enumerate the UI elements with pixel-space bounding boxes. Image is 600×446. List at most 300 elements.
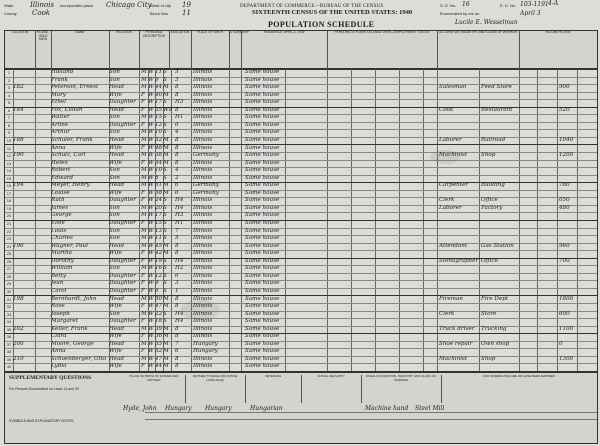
cell-rel: Daughter xyxy=(109,220,136,226)
cell-sex: F xyxy=(141,197,145,204)
cell-race: W xyxy=(148,363,154,370)
cell-sex: M xyxy=(141,295,147,302)
cell-sex: M xyxy=(141,325,147,332)
cell-sex: M xyxy=(141,212,147,219)
cell-race: W xyxy=(148,91,154,98)
cell-name: Keller, Frank xyxy=(51,325,88,332)
cell-rel: Son xyxy=(109,76,120,83)
cell-line: 32 xyxy=(6,304,12,310)
cell-age: 44 xyxy=(155,363,163,370)
supplementary-section xyxy=(4,372,598,444)
cell-sex: F xyxy=(141,250,145,257)
cell-income: 650 xyxy=(559,197,570,204)
cell-rel: Son xyxy=(109,167,120,174)
cell-marital: M xyxy=(163,182,169,189)
cell-birth: Illinois xyxy=(193,303,213,310)
cell-grade: 8 xyxy=(175,303,179,310)
supp-col-veterans: VETERANS xyxy=(245,375,302,403)
cell-sex: F xyxy=(141,159,145,166)
cell-marital: S xyxy=(163,272,167,279)
cell-sex: F xyxy=(141,333,145,340)
cell-sex: M xyxy=(141,114,147,121)
cell-marital: S xyxy=(163,204,167,211)
cell-marital: M xyxy=(163,152,169,159)
cell-rel: Son xyxy=(109,129,120,136)
department-title: DEPARTMENT OF COMMERCE—BUREAU OF THE CENSUS xyxy=(240,4,384,9)
schedule-title: POPULATION SCHEDULE xyxy=(268,20,375,29)
cell-res: Same house xyxy=(245,189,280,196)
cell-age: 52 xyxy=(155,136,163,143)
cell-race: W xyxy=(148,257,154,264)
supp-col-birthplace: PLACE OF BIRTH OF FATHER AND MOTHER xyxy=(123,375,186,403)
cell-ind xyxy=(481,114,519,122)
cell-birth: Illinois xyxy=(193,136,213,143)
cell-ind xyxy=(481,160,519,168)
cell-house: 210 xyxy=(13,355,24,362)
cell-res: Same house xyxy=(245,295,280,302)
cell-sex: F xyxy=(141,106,145,113)
cell-name: Ruth xyxy=(51,197,65,204)
cell-line: 38 xyxy=(6,349,12,355)
cell-marital: S xyxy=(163,121,167,128)
paper-stain xyxy=(180,300,220,320)
cell-race: W xyxy=(148,220,154,226)
cell-birth: Illinois xyxy=(193,310,213,317)
cell-age: 18 xyxy=(155,318,163,325)
cell-age: 42 xyxy=(155,250,163,257)
cell-ind xyxy=(481,273,519,281)
cell-grade: 8 xyxy=(175,152,179,159)
cell-marital: S xyxy=(163,99,167,106)
cell-occ xyxy=(439,318,479,326)
cell-res: Same house xyxy=(245,287,280,294)
cell-house: 202 xyxy=(13,325,24,332)
cell-res: Same house xyxy=(245,265,280,272)
cell-birth: Illinois xyxy=(193,144,213,151)
enumerator-value: Lucile E. Wesselman xyxy=(455,19,518,26)
cell-sex: M xyxy=(141,136,147,143)
supp-entry-mother: Hungary xyxy=(205,405,232,412)
cell-ind xyxy=(481,280,519,288)
cell-name: Edward xyxy=(51,174,74,181)
cell-race: W xyxy=(148,212,154,219)
cell-line: 37 xyxy=(6,341,12,347)
cell-income: 900 xyxy=(559,84,570,91)
cell-marital: S xyxy=(163,257,167,264)
cell-sex: M xyxy=(141,204,147,211)
cell-grade: H1 xyxy=(175,114,184,121)
cell-birth: Illinois xyxy=(193,84,213,91)
cell-ind xyxy=(481,129,519,137)
cell-house: 190 xyxy=(13,152,24,159)
cell-house xyxy=(13,250,35,258)
cell-birth: Illinois xyxy=(193,265,213,272)
cell-birth: Illinois xyxy=(193,227,213,234)
cell-marital: S xyxy=(163,280,167,287)
col-household: HOUSE-HOLD DATA xyxy=(35,31,52,69)
cell-grade: H4 xyxy=(175,197,184,204)
cell-rel: Son xyxy=(109,114,120,121)
cell-age: 45 xyxy=(155,242,163,249)
cell-grade: 7 xyxy=(175,340,179,347)
cell-ind xyxy=(481,220,519,228)
cell-ind xyxy=(481,175,519,183)
cell-age: 11 xyxy=(155,69,163,75)
cell-line: 9 xyxy=(7,130,11,136)
cell-marital: M xyxy=(163,348,169,355)
cell-line: 22 xyxy=(6,228,12,234)
cell-marital: S xyxy=(163,167,167,174)
cell-name: Robert xyxy=(51,167,71,174)
cell-age: 22 xyxy=(155,310,163,317)
cell-house: 206 xyxy=(13,340,24,347)
cell-ind xyxy=(481,190,519,198)
col-education: EDUCATION xyxy=(169,31,192,69)
cell-res: Same house xyxy=(245,106,280,113)
col-income: INCOME IN 1939 xyxy=(545,30,571,34)
cell-marital: M xyxy=(163,91,169,98)
cell-res: Same house xyxy=(245,174,280,181)
cell-ind xyxy=(481,303,519,311)
cell-rel: Son xyxy=(109,69,120,75)
cell-line: 3 xyxy=(7,85,11,91)
supp-row xyxy=(145,412,597,420)
cell-race: W xyxy=(148,69,154,75)
cell-occ xyxy=(439,273,479,281)
cell-marital: S xyxy=(163,265,167,272)
cell-race: W xyxy=(148,84,154,91)
cell-income xyxy=(559,190,589,198)
cell-house: 184 xyxy=(13,106,24,113)
cell-age: 61 xyxy=(155,182,163,189)
cell-age: 10 xyxy=(155,129,163,136)
cell-birth: Illinois xyxy=(193,212,213,219)
cell-line: 24 xyxy=(6,243,12,249)
cell-income xyxy=(559,167,589,175)
cell-sex: M xyxy=(141,340,147,347)
cell-grade: 6 xyxy=(175,182,179,189)
cell-name: Schoenberger, Otto xyxy=(51,355,107,362)
cell-grade: 3 xyxy=(175,280,179,287)
cell-occ xyxy=(439,190,479,198)
cell-marital: M xyxy=(163,144,169,151)
cell-line: 12 xyxy=(6,153,12,159)
cell-rel: Son xyxy=(109,174,120,181)
cell-age: 34 xyxy=(155,159,163,166)
cell-name: Mary xyxy=(51,91,66,98)
cell-rel: Wife xyxy=(109,159,122,166)
cell-marital: Wd xyxy=(163,106,173,113)
cell-house xyxy=(13,145,35,153)
cell-ind xyxy=(481,99,519,107)
cell-name: Schuler, Frank xyxy=(51,136,93,143)
cell-income xyxy=(559,69,589,77)
cell-income: 960 xyxy=(559,242,570,249)
supp-col-women: FOR WOMEN WHO ARE OR HAVE BEEN MARRIED xyxy=(483,374,555,378)
cell-income xyxy=(559,273,589,281)
cell-age: 17 xyxy=(155,99,163,106)
cell-name: Charles xyxy=(51,235,73,242)
block-value: 11 xyxy=(182,9,191,17)
cell-line: 19 xyxy=(6,205,12,211)
cell-race: W xyxy=(148,333,154,340)
cell-age: 36 xyxy=(155,333,163,340)
cell-line: 40 xyxy=(6,364,12,370)
cell-rel: Head xyxy=(109,152,125,159)
cell-grade: 7 xyxy=(175,227,179,234)
cell-income: 480 xyxy=(559,204,570,211)
cell-sex: F xyxy=(141,280,145,287)
cell-age: 58 xyxy=(155,189,163,196)
ed-label: E. D. No. xyxy=(500,3,517,8)
cell-res: Same house xyxy=(245,121,280,128)
cell-house xyxy=(13,69,35,77)
cell-grade: 5 xyxy=(175,69,179,75)
supp-col-social-security: SOCIAL SECURITY xyxy=(301,375,362,403)
cell-sex: M xyxy=(141,129,147,136)
cell-grade: 8 xyxy=(175,250,179,257)
col-residence: RESIDENCE, APRIL 1, 1935 xyxy=(241,31,328,69)
cell-line: 36 xyxy=(6,334,12,340)
cell-income xyxy=(559,363,589,371)
cell-age: 15 xyxy=(155,220,163,226)
cell-age: 15 xyxy=(155,114,163,121)
cell-race: W xyxy=(148,204,154,211)
cell-income: 1800 xyxy=(559,295,574,302)
cell-marital: M xyxy=(163,159,169,166)
cell-line: 14 xyxy=(6,168,12,174)
cell-grade: H3 xyxy=(175,212,184,219)
cell-income xyxy=(559,318,589,326)
cell-rel: Head xyxy=(109,106,125,113)
cell-age: 11 xyxy=(155,235,163,242)
cell-income: 1100 xyxy=(559,325,574,332)
cell-rel: Daughter xyxy=(109,318,136,325)
cell-line: 21 xyxy=(6,221,12,226)
cell-name: Dorothy xyxy=(51,257,74,264)
cell-ind: Gas Station xyxy=(481,242,514,249)
cell-sex: M xyxy=(141,76,147,83)
cell-race: W xyxy=(148,348,154,355)
place-value: Chicago City xyxy=(106,1,152,9)
cell-name: Bernhardt, John xyxy=(51,295,97,302)
cell-occ xyxy=(439,250,479,258)
cell-grade: H3 xyxy=(175,99,184,106)
cell-income: 0 xyxy=(559,340,563,347)
cell-marital: M xyxy=(163,333,169,340)
cell-grade: 8 xyxy=(175,84,179,91)
cell-ind xyxy=(481,348,519,356)
cell-sex: M xyxy=(141,167,147,174)
cell-age: 50 xyxy=(155,295,163,302)
cell-sex: M xyxy=(141,227,147,234)
cell-income xyxy=(559,250,589,258)
cell-birth: Illinois xyxy=(193,235,213,242)
cell-occ: Salesman xyxy=(439,84,467,91)
cell-grade: 8 xyxy=(175,136,179,143)
cell-ind: Store xyxy=(481,310,497,317)
cell-grade: 8 xyxy=(175,295,179,302)
cell-sex: F xyxy=(141,318,145,325)
cell-occ: Carpenter xyxy=(439,182,469,189)
cell-age: 6 xyxy=(155,287,159,294)
cell-age: 52 xyxy=(155,348,163,355)
cell-marital: S xyxy=(163,227,167,234)
cell-rel: Head xyxy=(109,325,125,332)
cell-occ xyxy=(439,265,479,273)
cell-ind: Office xyxy=(481,257,498,264)
cell-rel: Daughter xyxy=(109,280,136,287)
supp-entry-occupation: Machine hand xyxy=(365,405,409,412)
cell-birth: Hungary xyxy=(193,340,218,347)
cell-birth: Illinois xyxy=(193,69,213,75)
cell-race: W xyxy=(148,280,154,287)
cell-age: 47 xyxy=(155,303,163,310)
cell-birth: Illinois xyxy=(193,287,213,294)
cell-race: W xyxy=(148,265,154,272)
cell-res: Same house xyxy=(245,355,280,362)
cell-rel: Head xyxy=(109,340,125,347)
block-label: Block Nos. xyxy=(150,11,170,16)
cell-marital: S xyxy=(163,287,167,294)
cell-house xyxy=(13,265,35,273)
cell-occ xyxy=(439,122,479,130)
cell-ind: Own shop xyxy=(481,340,510,347)
cell-race: W xyxy=(148,197,154,204)
cell-age: 13 xyxy=(155,227,163,234)
cell-sex: M xyxy=(141,235,147,242)
cell-line: 5 xyxy=(7,100,11,106)
cell-name: George xyxy=(51,212,72,219)
cell-sex: F xyxy=(141,348,145,355)
cell-birth: Germany xyxy=(193,189,219,196)
cell-birth: Illinois xyxy=(193,129,213,136)
cell-income xyxy=(559,122,589,130)
cell-grade: H4 xyxy=(175,204,184,211)
cell-line: 17 xyxy=(6,190,12,196)
cell-name: Anna xyxy=(51,144,66,151)
cell-income xyxy=(559,212,589,220)
cell-income xyxy=(559,220,589,228)
cell-grade: 8 xyxy=(175,91,179,98)
cell-house xyxy=(13,129,35,137)
ward-value: 19 xyxy=(182,1,191,9)
cell-age: 48 xyxy=(155,144,163,151)
cell-res: Same house xyxy=(245,310,280,317)
supp-entry-name: Hyde, John xyxy=(123,405,157,412)
cell-line: 31 xyxy=(6,296,12,302)
cell-res: Same house xyxy=(245,129,280,136)
cell-race: W xyxy=(148,250,154,257)
cell-income: 780 xyxy=(559,182,570,189)
cell-res: Same house xyxy=(245,182,280,189)
cell-race: W xyxy=(148,114,154,121)
cell-age: 20 xyxy=(155,204,163,211)
cell-birth: Illinois xyxy=(193,99,213,106)
cell-house xyxy=(13,160,35,168)
cell-race: W xyxy=(148,287,154,294)
cell-house xyxy=(13,348,35,356)
cell-grade: 8 xyxy=(175,106,179,113)
cell-marital: S xyxy=(163,310,167,317)
cell-line: 4 xyxy=(7,92,11,98)
cell-occ xyxy=(439,333,479,341)
cell-grade: 8 xyxy=(175,333,179,340)
cell-res: Same house xyxy=(245,303,280,310)
cell-marital: M xyxy=(163,325,169,332)
cell-house xyxy=(13,258,35,266)
cell-rel: Daughter xyxy=(109,287,136,294)
cell-line: 18 xyxy=(6,198,12,204)
cell-race: W xyxy=(148,355,154,362)
cell-name: Jean xyxy=(51,280,64,287)
col-name: NAME xyxy=(51,31,110,69)
cell-occ: Shoe repair xyxy=(439,340,473,347)
cell-occ: Laborer xyxy=(439,136,462,143)
cell-rel: Head xyxy=(109,84,125,91)
supp-entry-father: Hungary xyxy=(165,405,192,412)
cell-occ: Laborer xyxy=(439,204,462,211)
cell-grade: 3 xyxy=(175,76,179,83)
cell-race: W xyxy=(148,242,154,249)
cell-house: 182 xyxy=(13,84,24,91)
cell-grade: 4 xyxy=(175,129,179,136)
population-grid xyxy=(4,68,598,372)
cell-rel: Daughter xyxy=(109,197,136,204)
cell-name: Wagner, Paul xyxy=(51,242,88,249)
cell-house xyxy=(13,235,35,243)
cell-occ xyxy=(439,303,479,311)
cell-grade: 1 xyxy=(175,287,179,294)
supp-col-usual-occupation: USUAL OCCUPATION, INDUSTRY, AND CLASS OF WORKER xyxy=(361,375,442,403)
cell-income xyxy=(559,99,589,107)
cell-res: Same house xyxy=(245,84,280,91)
cell-age: 16 xyxy=(155,265,163,272)
cell-grade: 8 xyxy=(175,242,179,249)
cell-age: 8 xyxy=(155,174,159,181)
cell-res: Same house xyxy=(245,280,280,287)
cell-house xyxy=(13,363,35,371)
cell-house xyxy=(13,318,35,326)
cell-sex: F xyxy=(141,220,145,226)
cell-ind: Fire Dept xyxy=(481,295,509,302)
cell-income xyxy=(559,175,589,183)
sheet-number: 4-A xyxy=(548,0,559,7)
cell-house xyxy=(13,92,35,100)
cell-house: 194 xyxy=(13,182,24,189)
cell-grade: 6 xyxy=(175,189,179,196)
census-row xyxy=(5,363,597,372)
cell-race: W xyxy=(148,310,154,317)
cell-ind xyxy=(481,228,519,236)
cell-race: W xyxy=(148,340,154,347)
cell-res: Same house xyxy=(245,227,280,234)
cell-rel: Son xyxy=(109,212,120,219)
cell-occ: Machinist xyxy=(439,152,468,159)
col-location: LOCATION xyxy=(5,31,36,69)
cell-birth: Illinois xyxy=(193,280,213,287)
cell-marital: M xyxy=(163,295,169,302)
cell-name: Meyer, Henry xyxy=(51,182,90,189)
cell-birth: Illinois xyxy=(193,91,213,98)
cell-marital: M xyxy=(163,250,169,257)
cell-occ: Clerk xyxy=(439,197,455,204)
cell-income xyxy=(559,280,589,288)
cell-birth: Illinois xyxy=(193,106,213,113)
cell-birth: Illinois xyxy=(193,363,213,370)
cell-name: Schulz, Carl xyxy=(51,152,86,159)
cell-line: 30 xyxy=(6,288,12,294)
